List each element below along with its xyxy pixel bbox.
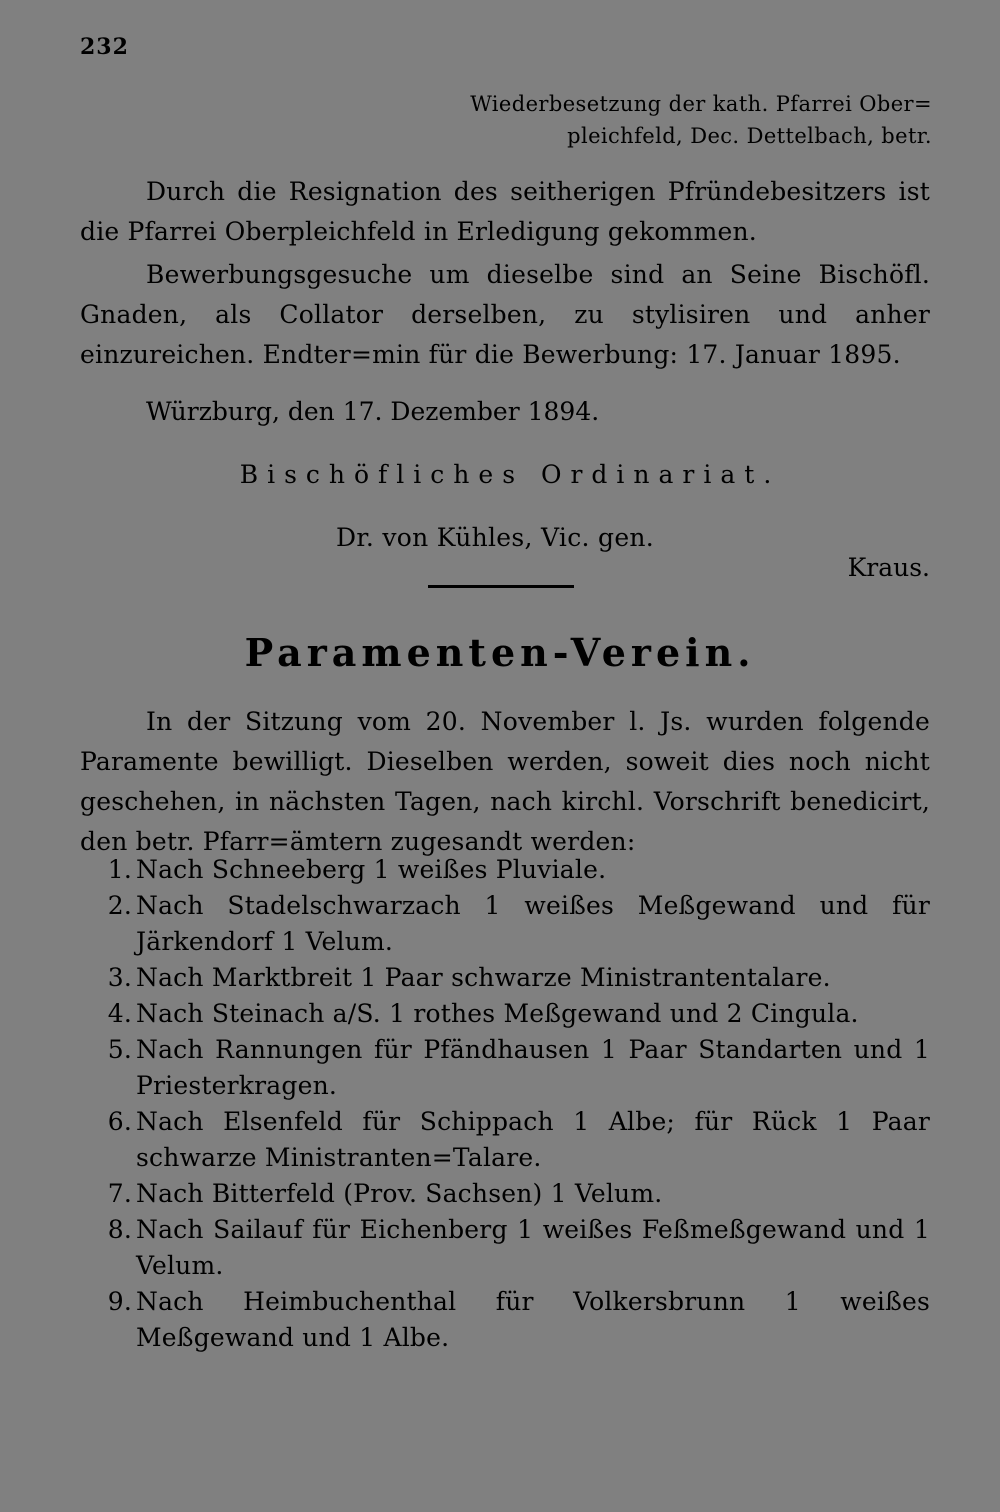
page-number: 232 [80, 34, 129, 60]
list-item [80, 960, 930, 996]
issuing-office: Bischöfliches Ordinariat. [239, 460, 781, 489]
list-item [80, 1032, 930, 1104]
list-item [80, 1176, 930, 1212]
subject-line-2: pleichfeld, Dec. Dettelbach, betr. [567, 124, 932, 148]
applications-paragraph: Bewerbungsgesuche um dieselbe sind an Seine Bischöfl. Gnaden, als Collator derselben, zu stylisiren und anher einzureichen. Endter=min für die Bewerbung: 17. Januar 1895. [80, 260, 930, 369]
list-item [80, 1212, 930, 1284]
section-intro-paragraph: In der Sitzung vom 20. November l. Js. wurden folgende Paramente bewilligt. Dieselben werden, soweit dies noch nicht geschehen, in nächsten Tagen, nach kirchl. Vorschrift benedicirt, den betr. Pfarr=ämtern zugesandt werden: [80, 707, 930, 856]
list-item-number: 7. [107, 1179, 132, 1208]
list-item-number: 6. [107, 1107, 132, 1136]
list-item-text: Nach Heimbuchenthal für Volkersbrunn 1 weißes Meßgewand und 1 Albe. [136, 1287, 930, 1352]
list-item-text: Nach Elsenfeld für Schippach 1 Albe; für Rück 1 Paar schwarze Ministranten=Talare. [136, 1107, 930, 1172]
list-item [80, 996, 930, 1032]
resignation-paragraph: Durch die Resignation des seitherigen Pfründebesitzers ist die Pfarrei Oberpleichfeld in Erledigung gekommen. [80, 177, 930, 246]
secretary-signature: Kraus. [847, 553, 930, 582]
list-item-text: Nach Rannungen für Pfändhausen 1 Paar Standarten und 1 Priesterkragen. [136, 1035, 930, 1100]
list-item [80, 888, 930, 960]
list-item-text: Nach Stadelschwarzach 1 weißes Meßgewand und für Järkendorf 1 Velum. [136, 891, 930, 956]
list-item-number: 4. [107, 999, 132, 1028]
list-item-number: 2. [107, 891, 132, 920]
paraments-list [80, 852, 930, 1356]
list-item [80, 1104, 930, 1176]
list-item-text: Nach Bitterfeld (Prov. Sachsen) 1 Velum. [136, 1179, 663, 1208]
list-item-number: 9. [107, 1287, 132, 1316]
list-item [80, 852, 930, 888]
section-divider [428, 585, 574, 588]
subject-heading [372, 88, 932, 152]
list-item-text: Nach Steinach a/S. 1 rothes Meßgewand und 2 Cingula. [136, 999, 859, 1028]
list-item-number: 1. [107, 855, 132, 884]
list-item-text: Nach Schneeberg 1 weißes Pluviale. [136, 855, 607, 884]
vicar-general-signature: Dr. von Kühles, Vic. gen. [336, 523, 655, 552]
list-item-text: Nach Sailauf für Eichenberg 1 weißes Feßmeßgewand und 1 Velum. [136, 1215, 930, 1280]
list-item-number: 5. [107, 1035, 132, 1064]
section-title: Paramenten-Verein. [244, 630, 756, 675]
date-line: Würzburg, den 17. Dezember 1894. [146, 397, 600, 426]
list-item-number: 8. [107, 1215, 132, 1244]
list-item-number: 3. [107, 963, 132, 992]
subject-line-1: Wiederbesetzung der kath. Pfarrei Ober= [470, 92, 932, 116]
list-item [80, 1284, 930, 1356]
list-item-text: Nach Marktbreit 1 Paar schwarze Ministrantentalare. [136, 963, 831, 992]
